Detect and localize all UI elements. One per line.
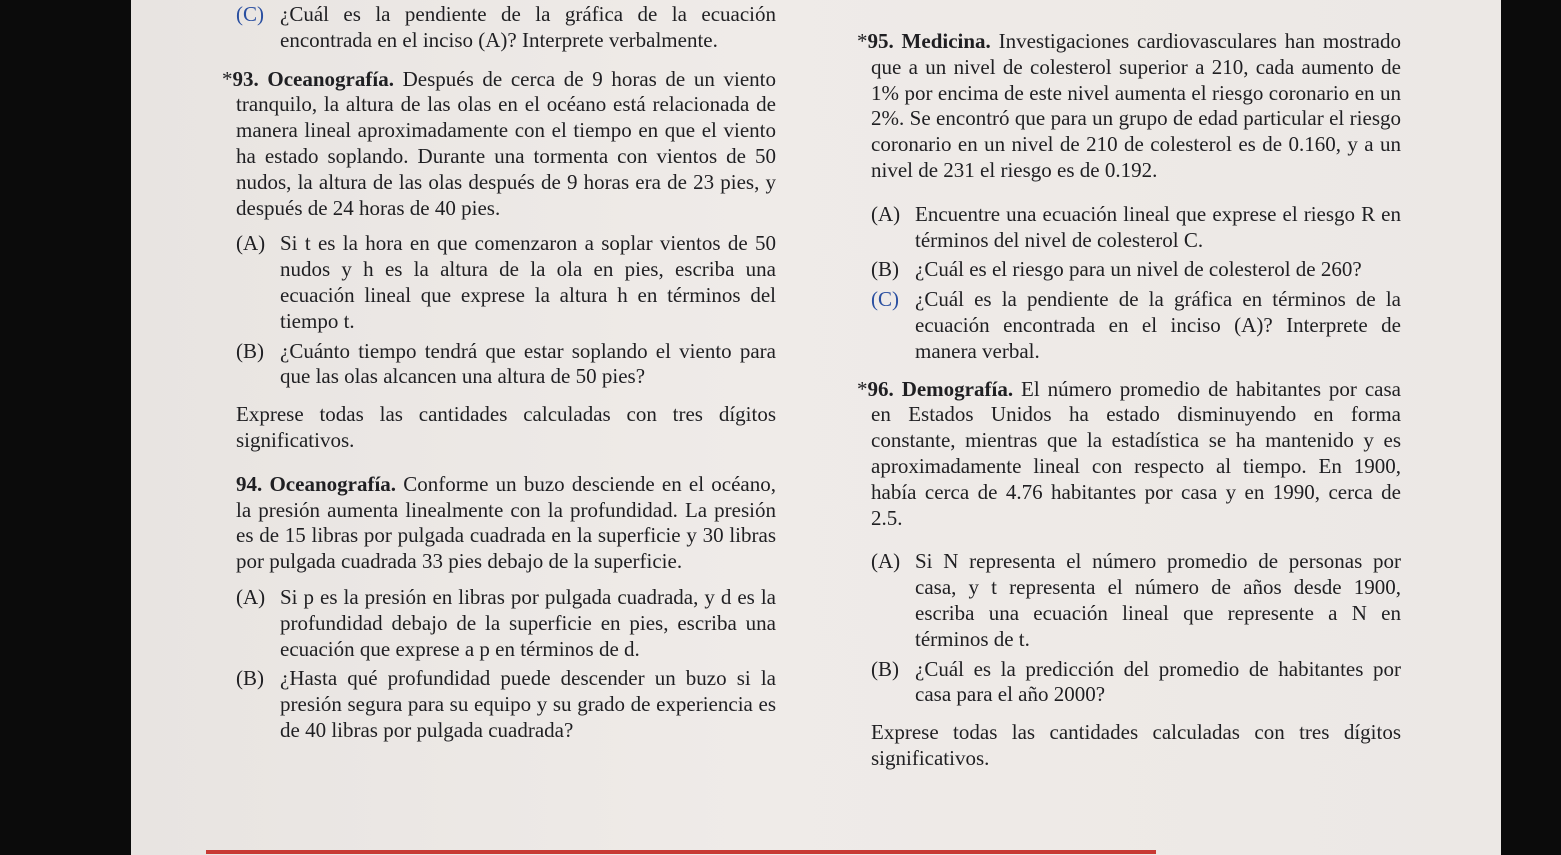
problem-number: 95. [867,29,894,53]
significant-digits-note: Exprese todas las cantidades calculadas con tres dígitos significativos. [236,402,776,452]
problem-96 [857,376,1401,532]
textbook-page [131,0,1501,855]
problem-93-part-a [236,231,776,334]
problem-text: Conforme un buzo desciende en el océano, la presión aumenta linealmente con la profundidad. La presión es de 15 libras por pulgada cuadrada en la superficie y 30 libras por pulgada cuadrada 33 pies debajo de la superficie. [236,471,776,574]
part-text: ¿Cuál es el riesgo para un nivel de colesterol de 260? [915,257,1362,282]
part-text: Encuentre una ecuación lineal que exprese el riesgo R en términos del nivel de colesterol C. [915,201,1401,252]
problem-95-part-c [871,287,1401,364]
problem-94-part-b [236,666,776,743]
problem-95 [857,29,1402,184]
part-label: (B) [236,338,264,363]
part-text: ¿Hasta qué profundidad puede descender un buzo si la presión segura para su equipo y su grado de experiencia es de 40 libras por pulgada cuadrada? [280,666,776,742]
part-text: ¿Cuál es la pendiente de la gráfica en términos de la ecuación encontrada en el inciso (A)? Interprete de manera verbal. [915,287,1401,363]
significant-digits-note: Exprese todas las cantidades calculadas con tres dígitos significativos. [871,720,1401,770]
part-label: (A) [871,201,901,226]
problem-title: Oceanografía. [267,66,394,91]
part-label: (C) [236,2,264,26]
star-marker: * [857,29,868,53]
part-text: ¿Cuál es la pendiente de la gráfica de la ecuación encontrada en el inciso (A)? Interprete verbalmente. [280,2,776,52]
bottom-rule [206,850,1156,854]
left-column [222,2,777,748]
problem-94 [236,472,776,575]
problem-title: Oceanografía. [269,471,397,496]
part-label: (A) [236,584,266,609]
problem-93-part-b [236,339,776,391]
problem-93 [222,66,777,222]
star-marker: * [857,376,868,401]
problem-94-part-a [236,585,776,662]
problem-text: Investigaciones cardiovasculares han mostrado que a un nivel de colesterol superior a 210, cada aumento de 1% por encima de este nivel aumenta el riesgo coronario en un 2%. Se encontró que para un grupo de edad particular el riesgo coronario en un nivel de 210 de colesterol es de 0.160, y a un nivel de 231 el riesgo es de 0.192. [871,29,1402,182]
problem-95-part-a [871,202,1401,254]
problem-number: 93. [232,66,259,91]
part-label: (B) [871,257,899,282]
right-column [857,29,1402,782]
star-marker: * [222,66,233,91]
problem-title: Demografía. [901,376,1014,401]
part-text: Si p es la presión en libras por pulgada cuadrada, y d es la profundidad debajo de la superficie en pies, escriba una ecuación que exprese a p en términos de d. [280,584,776,661]
problem-92-part-c [236,2,776,54]
problem-number: 94. [236,471,263,496]
part-text: Si t es la hora en que comenzaron a soplar vientos de 50 nudos y h es la altura de la ola en pies, escriba una ecuación lineal que exprese la altura h en términos del tiempo t. [280,231,776,333]
problem-96-part-a [871,549,1401,652]
problem-title: Medicina. [901,29,991,53]
part-label: (A) [871,549,901,574]
problem-96-part-b [871,657,1401,709]
part-label: (A) [236,231,266,256]
part-label: (B) [236,666,264,691]
part-label: (C) [871,287,899,312]
problem-text: Después de cerca de 9 horas de un viento tranquilo, la altura de las olas en el océano está relacionada de manera lineal aproximadamente con el tiempo en que el viento ha estado soplando. Durante una tormenta con vientos de 50 nudos, la altura de las olas después de 9 horas era de 23 pies, y después de 24 horas de 40 pies. [236,66,777,220]
problem-95-part-b [871,257,1401,283]
part-text: Si N representa el número promedio de personas por casa, y t representa el número de años desde 1900, escriba una ecuación lineal que represente a N en términos de t. [915,549,1401,651]
problem-text: El número promedio de habitantes por casa en Estados Unidos ha estado disminuyendo en forma constante, mientras que la estadística se ha mantenido y es aproximadamente lineal con respecto al tiempo. En 1900, había cerca de 4.76 habitantes por casa y en 1990, cerca de 2.5. [871,376,1401,530]
part-label: (B) [871,656,899,681]
part-text: ¿Cuál es la predicción del promedio de habitantes por casa para el año 2000? [915,656,1401,707]
part-text: ¿Cuánto tiempo tendrá que estar soplando el viento para que las olas alcancen una altura de 50 pies? [280,338,776,389]
problem-number: 96. [867,376,894,401]
